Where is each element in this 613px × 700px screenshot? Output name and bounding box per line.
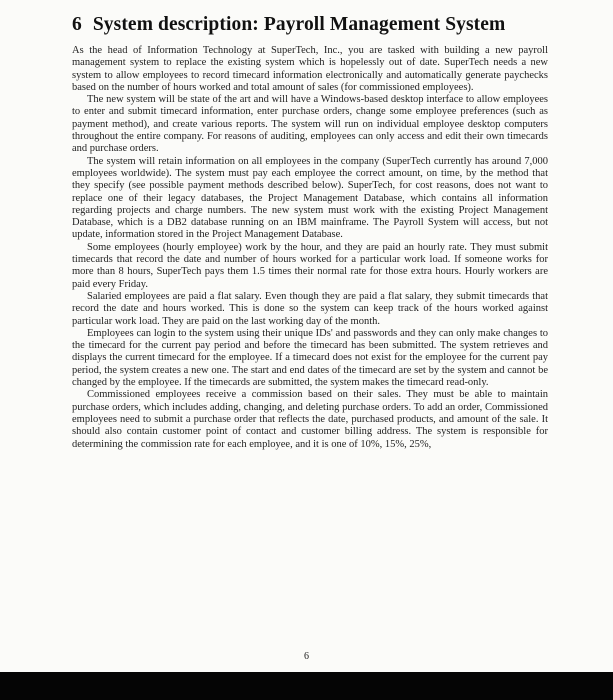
- section-title: System description: Payroll Management System: [92, 14, 506, 35]
- bottom-black-bar: [0, 672, 613, 700]
- section-heading: [72, 14, 505, 36]
- section-number: 6: [72, 14, 82, 35]
- paragraph-login: Employees can login to the system using their unique IDs' and passwords and they can only make changes to the timecard for the current pay period and before the timecard has been submitted. The system retrieves and displays the current timecard for the employee. If a timecard does not exist for the employee for the current pay period, the system creates a new one. The start and end dates of the timecard are set by the system and cannot be changed by the employee. If the timecards are submitted, the system makes the timecard read-only.: [72, 327, 548, 389]
- paragraph-intro: As the head of Information Technology at SuperTech, Inc., you are tasked with building a new payroll management system to replace the existing system which is hopelessly out of date. SuperTech needs a new system to allow employees to record timecard information electronically and automatically generate paychecks based on the number of hours worked and total amount of sales (for commissioned employees).: [72, 45, 548, 93]
- paragraph-salaried: Salaried employees are paid a flat salary. Even though they are paid a flat salary, they submit timecards that record the date and hours worked. This is done so the system can keep track of the hours worked against particular work load. They are paid on the last working day of the month.: [72, 290, 548, 327]
- paragraph-employee-info: The system will retain information on all employees in the company (SuperTech currently has around 7,000 employees worldwide). The system must pay each employee the correct amount, on time, by the method that they specify (see possible payment methods described below). SuperTech, for cost reasons, does not want to replace one of their legacy databases, the Project Management Database, which contains all information regarding projects and charge numbers. The new system must work with the existing Project Management Database, which is a DB2 database running on an IBM mainframe. The Payroll System will access, but not update, information stored in the Project Management Database.: [72, 155, 548, 241]
- body-text: [72, 45, 548, 451]
- paragraph-commissioned: Commissioned employees receive a commission based on their sales. They must be able to maintain purchase orders, which includes adding, changing, and deleting purchase orders. To add an order, Commissioned employees need to submit a purchase order that reflects the date, purchased products, and amount of the sale. It should also contain customer point of contact and customer billing address. The system is responsible for determining the commission rate for each employee, and it is one of 10%, 15%, 25%,: [72, 389, 548, 450]
- paragraph-hourly: Some employees (hourly employee) work by the hour, and they are paid an hourly rate. They must submit timecards that record the date and number of hours worked for a particular work load. If someone works for more than 8 hours, SuperTech pays them 1.5 times their normal rate for those extra hours. Hourly workers are paid every Friday.: [72, 241, 548, 290]
- paragraph-interface: The new system will be state of the art and will have a Windows-based desktop interface to allow employees to enter and submit timecard information, enter purchase orders, change some employee preferences (such as payment method), and create various reports. The system will run on individual employee desktop computers throughout the entire company. For reasons of auditing, employees can only access and edit their own timecards and purchase orders.: [72, 94, 548, 155]
- page-number: 6: [304, 651, 309, 662]
